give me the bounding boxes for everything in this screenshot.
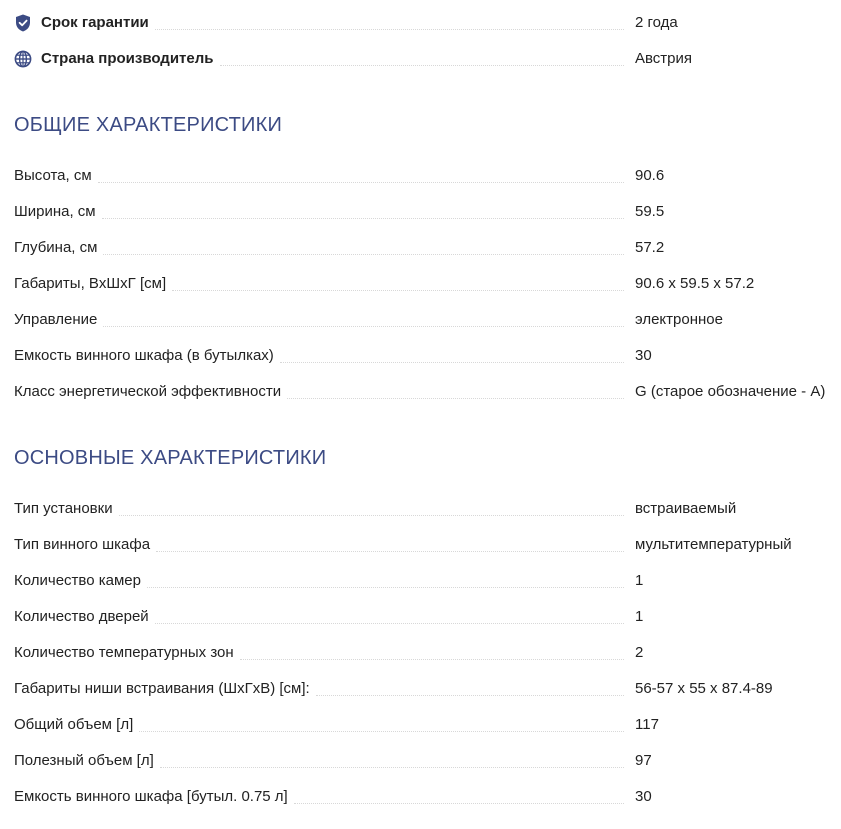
- dotted-leader: [102, 218, 624, 219]
- spec-row-country: [14, 46, 841, 82]
- spec-row-warranty: [14, 10, 841, 46]
- spec-row: [14, 235, 841, 271]
- section-title-general: ОБЩИЕ ХАРАКТЕРИСТИКИ: [14, 114, 283, 136]
- spec-row: [14, 604, 841, 640]
- spec-row: [14, 676, 841, 712]
- spec-value: 2: [635, 644, 644, 661]
- spec-row: [14, 379, 841, 415]
- dotted-leader: [316, 695, 624, 696]
- spec-value: 90.6 x 59.5 x 57.2: [635, 275, 755, 292]
- dotted-leader: [155, 29, 624, 30]
- spec-row: [14, 712, 841, 748]
- spec-row: [14, 343, 841, 379]
- dotted-leader: [220, 65, 625, 66]
- spec-name: [14, 10, 624, 32]
- dotted-leader: [147, 587, 624, 588]
- spec-row: [14, 271, 841, 307]
- spec-label: Глубина, см: [14, 239, 103, 257]
- dotted-leader: [103, 254, 624, 255]
- dotted-leader: [98, 182, 624, 183]
- dotted-leader: [119, 515, 624, 516]
- spec-value: 2 года: [635, 14, 678, 31]
- spec-label: Класс энергетической эффективности: [14, 383, 287, 401]
- spec-label: Емкость винного шкафа [бутыл. 0.75 л]: [14, 788, 294, 806]
- dotted-leader: [156, 551, 624, 552]
- spec-label: Количество температурных зон: [14, 644, 240, 662]
- spec-value: 117: [635, 716, 659, 733]
- spec-label: Габариты ниши встраивания (ШxГxВ) [см]:: [14, 680, 316, 698]
- spec-row: [14, 163, 841, 199]
- spec-value: 59.5: [635, 203, 665, 220]
- spec-label: Ширина, см: [14, 203, 102, 221]
- spec-label: Управление: [14, 311, 103, 329]
- spec-value: 56-57 x 55 x 87.4-89: [635, 680, 773, 697]
- spec-label: Страна производитель: [41, 50, 220, 68]
- spec-label: Количество камер: [14, 572, 147, 590]
- spec-label: Тип установки: [14, 500, 119, 518]
- spec-row: [14, 199, 841, 235]
- dotted-leader: [287, 398, 624, 399]
- dotted-leader: [103, 326, 624, 327]
- dotted-leader: [294, 803, 624, 804]
- spec-row: [14, 640, 841, 676]
- spec-name: [14, 46, 624, 68]
- spec-row: [14, 748, 841, 784]
- spec-value: встраиваемый: [635, 500, 737, 517]
- spec-value: 90.6: [635, 167, 665, 184]
- spec-value: 1: [635, 572, 644, 589]
- spec-label: Полезный объем [л]: [14, 752, 160, 770]
- spec-value: электронное: [635, 311, 723, 328]
- dotted-leader: [240, 659, 624, 660]
- spec-label: Габариты, ВxШxГ [см]: [14, 275, 172, 293]
- dotted-leader: [172, 290, 624, 291]
- spec-value: G (старое обозначение - А): [635, 383, 826, 400]
- shield-check-icon: [14, 14, 32, 32]
- dotted-leader: [155, 623, 624, 624]
- spec-label: Срок гарантии: [41, 14, 155, 32]
- spec-row: [14, 532, 841, 568]
- spec-value: Австрия: [635, 50, 693, 67]
- spec-value: 57.2: [635, 239, 665, 256]
- spec-value: мультитемпературный: [635, 536, 792, 553]
- spec-value: 30: [635, 788, 652, 805]
- dotted-leader: [280, 362, 624, 363]
- spec-label: Высота, см: [14, 167, 98, 185]
- spec-row: [14, 784, 841, 820]
- spec-label: Количество дверей: [14, 608, 155, 626]
- spec-value: 1: [635, 608, 644, 625]
- spec-label: Общий объем [л]: [14, 716, 139, 734]
- spec-row: [14, 307, 841, 343]
- spec-label: Емкость винного шкафа (в бутылках): [14, 347, 280, 365]
- spec-value: 30: [635, 347, 652, 364]
- spec-row: [14, 496, 841, 532]
- spec-row: [14, 568, 841, 604]
- section-title-main: ОСНОВНЫЕ ХАРАКТЕРИСТИКИ: [14, 447, 327, 469]
- globe-icon: [14, 50, 32, 68]
- dotted-leader: [160, 767, 624, 768]
- spec-value: 97: [635, 752, 652, 769]
- dotted-leader: [139, 731, 624, 732]
- spec-label: Тип винного шкафа: [14, 536, 156, 554]
